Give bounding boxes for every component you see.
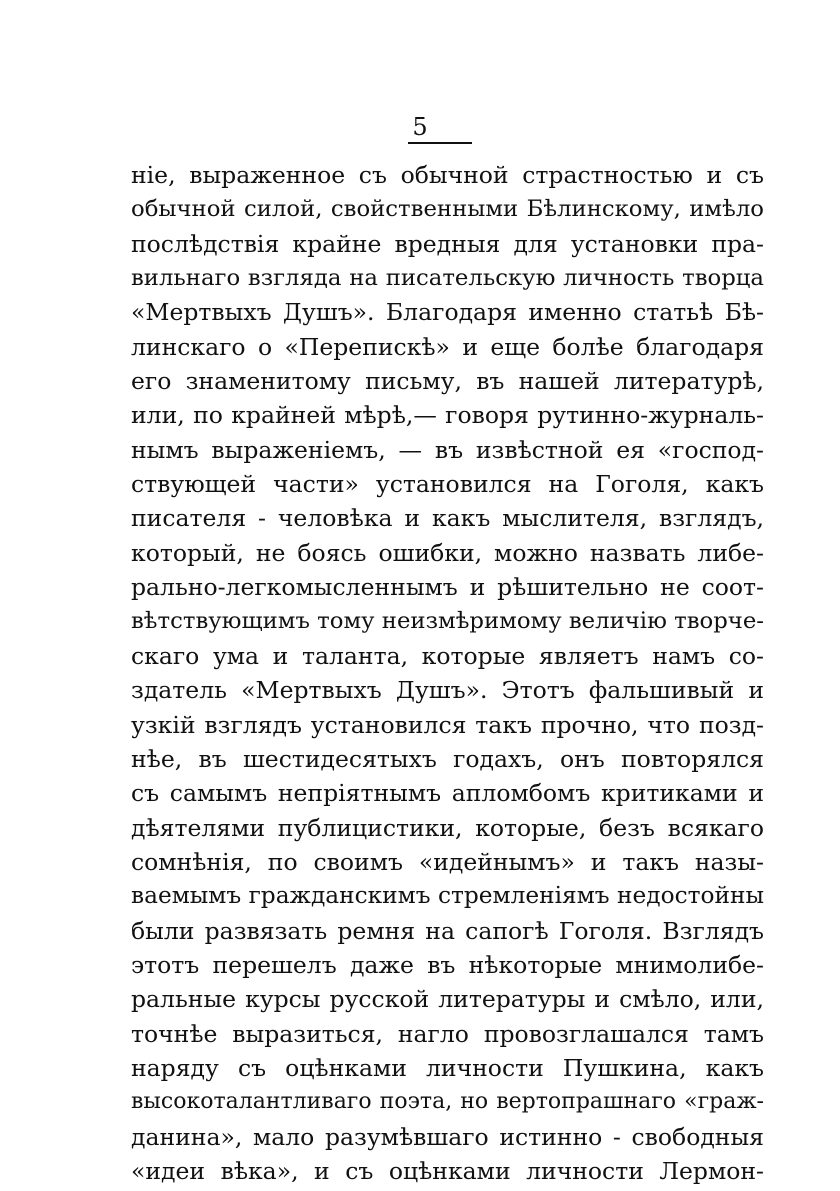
text-line: были развязать ремня на сапогѣ Гоголя. Взглядъ [131, 916, 764, 945]
text-line: или, по крайней мѣрѣ,— говоря рутинно-журналь- [131, 401, 764, 430]
text-line: наряду съ оцѣнками личности Пушкина, какъ [131, 1053, 764, 1082]
text-line: съ самымъ непріятнымъ апломбомъ критиками и [131, 779, 764, 808]
text-line: данина», мало разумѣвшаго истинно - свободныя [131, 1122, 764, 1151]
text-line: ствующей части» установился на Гоголя, какъ [131, 470, 764, 499]
text-line: ніе, выраженное съ обычной страстностью и съ [131, 161, 764, 189]
page-number: 5 [412, 113, 428, 141]
text-line: линскаго о «Перепискѣ» и еще болѣе благодаря [131, 332, 764, 361]
text-line: ваемымъ гражданскимъ стремленіямъ недостойны [131, 882, 764, 910]
text-line: который, не боясь ошибки, можно назвать либе- [131, 538, 764, 567]
text-line: «идеи вѣка», и съ оцѣнками личности Лермон- [131, 1156, 764, 1185]
text-line: рально-легкомысленнымъ и рѣшительно не соот- [131, 573, 764, 602]
text-line: здатель «Мертвыхъ Душъ». Этотъ фальшивый и [131, 676, 764, 705]
text-line: писателя - человѣка и какъ мыслителя, взглядъ, [131, 504, 764, 533]
page-number-rule [408, 142, 472, 144]
text-line: этотъ перешелъ даже въ нѣкоторые мнимолибе- [131, 950, 764, 979]
text-line: ральные курсы русской литературы и смѣло, или, [131, 985, 764, 1014]
text-line: послѣдствія крайне вредныя для установки пра- [131, 229, 764, 258]
text-line: точнѣе выразиться, нагло провозглашался тамъ [131, 1019, 764, 1048]
text-line: вѣтствующимъ тому неизмѣримому величію творче- [131, 608, 764, 635]
text-line: нѣе, въ шестидесятыхъ годахъ, онъ повторялся [131, 744, 764, 773]
text-line: сомнѣнія, по своимъ «идейнымъ» и такъ назы- [131, 847, 764, 876]
text-line: узкій взглядъ установился такъ прочно, что позд- [131, 710, 764, 739]
text-line: его знаменитому письму, въ нашей литературѣ, [131, 367, 764, 396]
text-line: дѣятелями публицистики, которые, безъ всякаго [131, 813, 764, 842]
text-line: скаго ума и таланта, которые являетъ намъ со- [131, 641, 764, 670]
text-line: вильнаго взгляда на писательскую личность творца [131, 265, 764, 292]
body-text [131, 158, 764, 1188]
text-line: высокоталантливаго поэта, но вертопрашнаго «граж- [131, 1089, 764, 1115]
text-line: нымъ выраженіемъ, — въ извѣстной ея «господ- [131, 435, 764, 464]
text-line: обычной силой, свойственными Бѣлинскому, имѣло [131, 196, 764, 223]
text-line: «Мертвыхъ Душъ». Благодаря именно статьѣ Бѣ- [131, 298, 764, 327]
